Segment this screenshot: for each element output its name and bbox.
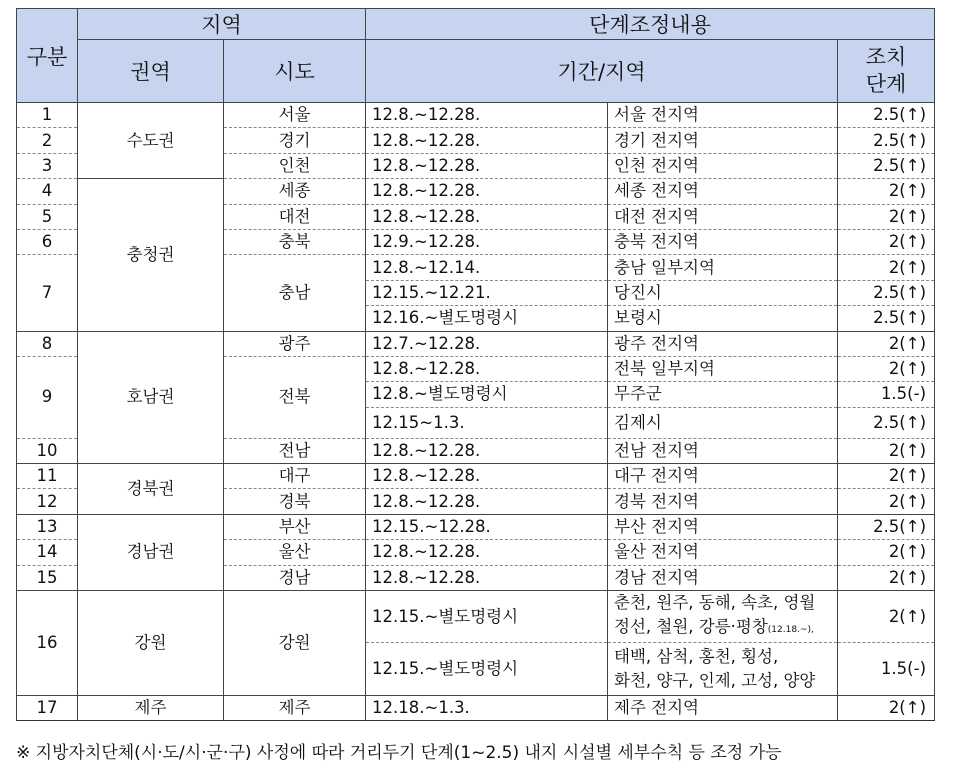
header-level-line1: 조치 (865, 45, 907, 69)
city-cell: 울산 (224, 540, 366, 565)
region-line: 태백, 삼척, 홍천, 횡성, (614, 647, 779, 667)
city-cell: 대전 (224, 204, 366, 229)
table-row (17, 696, 935, 721)
level-cell: 2(↑) (838, 489, 935, 514)
region-cell: 대전 전지역 (608, 204, 838, 229)
region-cell: 충남 일부지역 (608, 255, 838, 280)
region-cell: 세종 전지역 (608, 179, 838, 204)
level-cell: 2.5(↑) (838, 407, 935, 438)
level-cell: 2(↑) (838, 565, 935, 590)
period-cell: 12.15~1.3. (366, 407, 608, 438)
table-row (17, 331, 935, 356)
row-number: 11 (17, 464, 78, 489)
region-cell: 제주 전지역 (608, 696, 838, 721)
row-number: 4 (17, 179, 78, 204)
period-cell: 12.18.~1.3. (366, 696, 608, 721)
region-cell: 인천 전지역 (608, 153, 838, 178)
region-cell: 광주 전지역 (608, 331, 838, 356)
period-cell: 12.8.~12.28. (366, 464, 608, 489)
region-cell (608, 643, 838, 696)
region-cell: 경기 전지역 (608, 128, 838, 153)
region-cell: 경남 전지역 (608, 565, 838, 590)
period-cell: 12.7.~12.28. (366, 331, 608, 356)
level-cell: 2(↑) (838, 331, 935, 356)
row-number: 16 (17, 591, 78, 696)
table-row (17, 514, 935, 539)
row-number: 10 (17, 438, 78, 463)
city-cell: 인천 (224, 153, 366, 178)
header-adjustment-group: 단계조정내용 (366, 9, 935, 40)
level-cell: 2(↑) (838, 464, 935, 489)
table-row (17, 103, 935, 128)
level-cell: 2.5(↑) (838, 514, 935, 539)
period-cell: 12.16.~별도명령시 (366, 306, 608, 331)
region-cell: 전남 전지역 (608, 438, 838, 463)
level-cell: 2.5(↑) (838, 306, 935, 331)
period-cell: 12.8.~12.28. (366, 438, 608, 463)
city-cell: 경남 (224, 565, 366, 590)
table-row (17, 464, 935, 489)
city-cell: 부산 (224, 514, 366, 539)
level-cell: 1.5(-) (838, 382, 935, 407)
row-number: 1 (17, 103, 78, 128)
period-cell: 12.8.~12.28. (366, 204, 608, 229)
area-cell: 제주 (78, 696, 224, 721)
period-cell: 12.15.~별도명령시 (366, 591, 608, 643)
region-cell: 대구 전지역 (608, 464, 838, 489)
level-cell: 2(↑) (838, 356, 935, 381)
level-cell: 2.5(↑) (838, 280, 935, 305)
level-cell: 2(↑) (838, 540, 935, 565)
header-level (838, 40, 935, 103)
level-cell: 2(↑) (838, 255, 935, 280)
level-cell: 2.5(↑) (838, 103, 935, 128)
period-cell: 12.9.~12.28. (366, 229, 608, 254)
period-cell: 12.8.~12.28. (366, 565, 608, 590)
region-cell: 경북 전지역 (608, 489, 838, 514)
region-cell: 보령시 (608, 306, 838, 331)
period-cell: 12.15.~12.28. (366, 514, 608, 539)
area-cell: 강원 (78, 591, 224, 696)
row-number: 7 (17, 255, 78, 331)
row-number: 15 (17, 565, 78, 590)
level-cell: 2(↑) (838, 591, 935, 643)
row-number: 13 (17, 514, 78, 539)
level-cell: 2(↑) (838, 229, 935, 254)
area-cell: 호남권 (78, 331, 224, 464)
distancing-level-table (16, 8, 935, 721)
region-cell: 울산 전지역 (608, 540, 838, 565)
period-cell: 12.8.~별도명령시 (366, 382, 608, 407)
level-cell: 2(↑) (838, 204, 935, 229)
city-cell: 경기 (224, 128, 366, 153)
city-cell: 전북 (224, 356, 366, 438)
row-number: 2 (17, 128, 78, 153)
header-region-group: 지역 (78, 9, 366, 40)
region-cell (608, 591, 838, 643)
header-city: 시도 (224, 40, 366, 103)
header-area: 권역 (78, 40, 224, 103)
area-cell: 충청권 (78, 179, 224, 331)
period-cell: 12.8.~12.28. (366, 489, 608, 514)
region-cell: 전북 일부지역 (608, 356, 838, 381)
region-cell: 당진시 (608, 280, 838, 305)
city-cell: 대구 (224, 464, 366, 489)
level-cell: 2(↑) (838, 696, 935, 721)
period-cell: 12.15.~별도명령시 (366, 643, 608, 696)
city-cell: 세종 (224, 179, 366, 204)
city-cell: 충북 (224, 229, 366, 254)
region-cell: 김제시 (608, 407, 838, 438)
header-period-region: 기간/지역 (366, 40, 838, 103)
level-cell: 1.5(-) (838, 643, 935, 696)
period-cell: 12.8.~12.14. (366, 255, 608, 280)
region-cell: 서울 전지역 (608, 103, 838, 128)
region-cell: 무주군 (608, 382, 838, 407)
row-number: 9 (17, 356, 78, 438)
level-cell: 2.5(↑) (838, 128, 935, 153)
period-cell: 12.8.~12.28. (366, 179, 608, 204)
region-line: 춘천, 원주, 동해, 속초, 영월 (614, 593, 816, 613)
area-cell: 수도권 (78, 103, 224, 179)
header-gubun: 구분 (17, 9, 78, 103)
level-cell: 2.5(↑) (838, 153, 935, 178)
row-number: 12 (17, 489, 78, 514)
city-cell: 서울 (224, 103, 366, 128)
region-line: 정선, 철원, 강릉·평창 (614, 617, 768, 637)
level-cell: 2(↑) (838, 179, 935, 204)
region-note: (12.18.~), (767, 625, 814, 636)
region-cell: 충북 전지역 (608, 229, 838, 254)
area-cell: 경북권 (78, 464, 224, 515)
table-row (17, 179, 935, 204)
city-cell: 광주 (224, 331, 366, 356)
period-cell: 12.8.~12.28. (366, 540, 608, 565)
row-number: 5 (17, 204, 78, 229)
row-number: 17 (17, 696, 78, 721)
period-cell: 12.8.~12.28. (366, 356, 608, 381)
period-cell: 12.8.~12.28. (366, 103, 608, 128)
region-line: 화천, 양구, 인제, 고성, 양양 (614, 671, 816, 691)
period-cell: 12.8.~12.28. (366, 128, 608, 153)
area-cell: 경남권 (78, 514, 224, 590)
city-cell: 제주 (224, 696, 366, 721)
table-row (17, 591, 935, 643)
region-cell: 부산 전지역 (608, 514, 838, 539)
period-cell: 12.8.~12.28. (366, 153, 608, 178)
city-cell: 강원 (224, 591, 366, 696)
footnote: ※ 지방자치단체(시·도/시·군·구) 사정에 따라 거리두기 단계(1~2.5) 내지 시설별 세부수칙 등 조정 가능 (16, 743, 782, 763)
row-number: 14 (17, 540, 78, 565)
level-cell: 2(↑) (838, 438, 935, 463)
city-cell: 전남 (224, 438, 366, 463)
row-number: 8 (17, 331, 78, 356)
row-number: 6 (17, 229, 78, 254)
period-cell: 12.15.~12.21. (366, 280, 608, 305)
city-cell: 충남 (224, 255, 366, 331)
header-level-line2: 단계 (865, 72, 907, 96)
row-number: 3 (17, 153, 78, 178)
city-cell: 경북 (224, 489, 366, 514)
